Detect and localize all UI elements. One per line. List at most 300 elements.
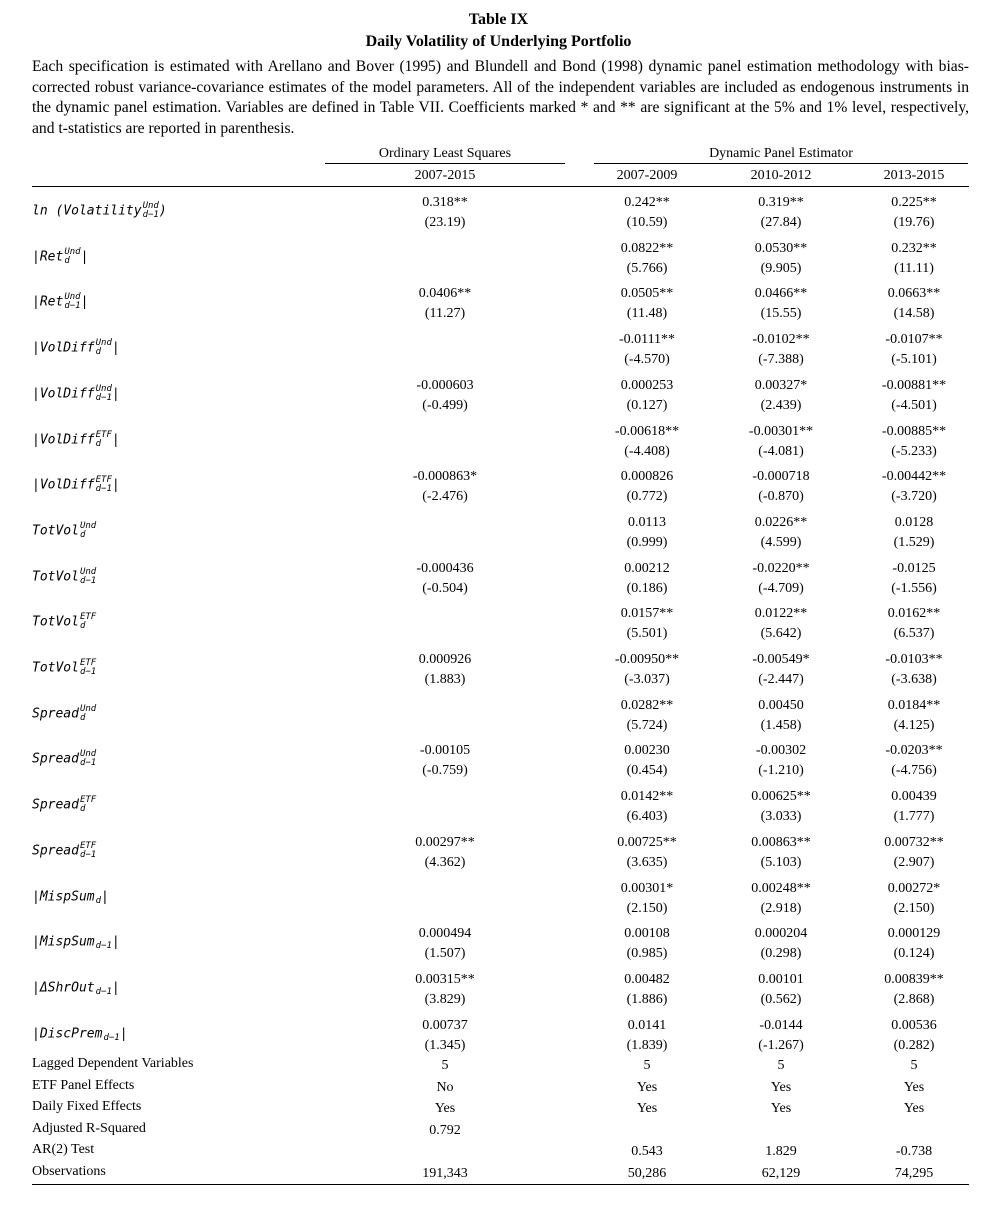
label-superscript: ETF [79, 795, 97, 805]
t-statistic: (-4.501) [891, 398, 937, 413]
t-statistic: (6.403) [626, 809, 668, 824]
footer-value: Yes [434, 1101, 456, 1116]
t-statistic: (2.439) [760, 398, 802, 413]
t-statistic: (-5.101) [891, 352, 937, 367]
row-label [32, 202, 167, 220]
t-statistic: (9.905) [760, 261, 802, 276]
coefficient-value: 0.00248** [751, 881, 811, 896]
label-base: |Ret [32, 249, 64, 265]
t-statistic: (3.033) [760, 809, 802, 824]
row-label [32, 933, 120, 951]
coefficient-value: -0.0102** [752, 332, 810, 347]
coefficient-value: 0.00839** [884, 972, 944, 987]
t-statistic: (0.186) [626, 581, 668, 596]
label-superscript: Und [79, 704, 97, 714]
label-scripts [103, 1025, 119, 1043]
coefficient-value: 0.0226** [754, 515, 808, 530]
coefficient-cell [582, 467, 712, 507]
label-scripts [80, 613, 96, 631]
row-label [32, 522, 96, 540]
coefficient-cell [849, 741, 979, 781]
coefficient-value: 0.00863** [751, 835, 811, 850]
t-statistic: (5.501) [626, 626, 668, 641]
t-statistic: (4.599) [760, 535, 802, 550]
label-superscript: Und [79, 567, 97, 577]
coefficient-value: -0.0107** [885, 332, 943, 347]
coefficient-cell [716, 741, 846, 781]
coefficient-value: 0.0122** [754, 606, 808, 621]
t-statistic: (5.642) [760, 626, 802, 641]
label-close: | [119, 1026, 128, 1042]
table-title: Daily Volatility of Underlying Portfolio [365, 33, 632, 50]
t-statistic: (0.999) [626, 535, 668, 550]
footer-value: Yes [903, 1080, 925, 1095]
coefficient-cell [582, 193, 712, 233]
coefficient-cell [849, 239, 979, 279]
t-statistic: (1.777) [893, 809, 935, 824]
coefficient-value: 0.00482 [624, 972, 670, 987]
footer-value: Yes [770, 1101, 792, 1116]
header-dpe-rule [594, 163, 968, 164]
footer-label: AR(2) Test [32, 1142, 95, 1157]
coefficient-value: -0.000436 [416, 561, 474, 576]
t-statistic: (5.766) [626, 261, 668, 276]
label-base: TotVol [32, 660, 79, 676]
t-statistic: (11.27) [424, 306, 466, 321]
label-superscript: ETF [79, 612, 97, 622]
label-base: Spread [32, 797, 79, 813]
label-superscript: Und [79, 749, 97, 759]
header-dpe: Dynamic Panel Estimator [709, 146, 853, 161]
coefficient-cell [582, 833, 712, 873]
coefficient-cell [716, 513, 846, 553]
footer-label: Observations [32, 1164, 106, 1179]
coefficient-cell [849, 1016, 979, 1056]
coefficient-cell [582, 376, 712, 416]
coefficient-cell [716, 833, 846, 873]
label-scripts [80, 568, 96, 586]
label-subscript: d−1 [79, 667, 97, 677]
label-subscript: d [79, 713, 86, 723]
t-statistic: (-4.570) [624, 352, 670, 367]
t-statistic: (23.19) [424, 215, 466, 230]
coefficient-value: -0.000603 [416, 378, 474, 393]
footer-value: 0.792 [429, 1123, 461, 1138]
label-base: TotVol [32, 569, 79, 585]
coefficient-cell [582, 787, 712, 827]
label-subscript: d−1 [95, 484, 112, 494]
row-label [32, 750, 96, 768]
coefficient-value: 0.0184** [887, 698, 941, 713]
label-scripts [96, 339, 112, 357]
footer-value: Yes [770, 1080, 792, 1095]
t-statistic: (27.84) [760, 215, 802, 230]
label-scripts [80, 796, 96, 814]
t-statistic: (1.529) [893, 535, 935, 550]
coefficient-cell [582, 239, 712, 279]
coefficient-value: 0.0157** [620, 606, 674, 621]
t-statistic: (0.772) [626, 489, 668, 504]
t-statistic: (0.124) [893, 946, 935, 961]
t-statistic: (3.635) [626, 855, 668, 870]
t-statistic: (11.11) [894, 261, 934, 276]
coefficient-cell [849, 879, 979, 919]
coefficient-cell [716, 376, 846, 416]
label-base: |VolDiff [32, 340, 95, 356]
table-caption: Each specification is estimated with Arellano and Bover (1995) and Blundell and Bond (1998) dynamic panel estimation methodology with bias-corrected robust variance-covariance estimates of the model parameters. All of the independent variables are included as endogenous instruments in the dynamic panel estimation. Variables are defined in Table VII. Coefficients marked * and ** are significant at the 5% and 1% level, respectively, and t-statistics are reported in parenthesis. [32, 58, 969, 137]
footer-value: 5 [441, 1058, 449, 1073]
t-statistic: (15.55) [760, 306, 802, 321]
coefficient-value: -0.000718 [752, 469, 810, 484]
coefficient-cell [716, 1016, 846, 1056]
coefficient-value: -0.0103** [885, 652, 943, 667]
label-scripts [96, 431, 112, 449]
label-close: | [111, 934, 120, 950]
label-subscript: d−1 [103, 1033, 120, 1043]
label-scripts [80, 750, 96, 768]
coefficient-value: 0.0141 [627, 1018, 667, 1033]
label-close: | [111, 386, 120, 402]
coefficient-value: 0.00108 [624, 926, 670, 941]
coefficient-value: 0.00212 [624, 561, 670, 576]
coefficient-cell [849, 559, 979, 599]
label-subscript: d [95, 439, 102, 449]
label-subscript: d−1 [142, 210, 159, 220]
row-label [32, 979, 120, 997]
footer-label: Adjusted R-Squared [32, 1121, 146, 1136]
t-statistic: (3.829) [424, 992, 466, 1007]
coefficient-value: 0.000129 [887, 926, 941, 941]
t-statistic: (4.125) [893, 718, 935, 733]
label-base: |ΔShrOut [32, 980, 95, 996]
coefficient-cell [380, 376, 510, 416]
t-statistic: (-3.638) [891, 672, 937, 687]
label-superscript: ETF [79, 658, 97, 668]
label-scripts [80, 705, 96, 723]
coefficient-cell [716, 239, 846, 279]
coefficient-value: 0.0113 [628, 515, 666, 530]
coefficient-value: -0.00442** [881, 469, 947, 484]
label-close: | [111, 340, 120, 356]
coefficient-cell [849, 193, 979, 233]
label-subscript: d−1 [79, 576, 97, 586]
footer-value: 0.543 [631, 1144, 663, 1159]
footer-value: No [436, 1080, 454, 1095]
row-label [32, 293, 88, 311]
coefficient-value: 0.000253 [620, 378, 674, 393]
coefficient-cell [716, 879, 846, 919]
coefficient-cell [582, 970, 712, 1010]
coefficient-cell [716, 650, 846, 690]
coefficient-cell [849, 467, 979, 507]
label-base: Spread [32, 843, 79, 859]
coefficient-cell [582, 650, 712, 690]
t-statistic: (2.918) [760, 901, 802, 916]
coefficient-cell [582, 1016, 712, 1056]
coefficient-value: 0.0505** [620, 286, 674, 301]
label-subscript: d [79, 621, 86, 631]
coefficient-value: -0.00881** [881, 378, 947, 393]
row-label [32, 339, 120, 357]
label-scripts [96, 933, 112, 951]
label-subscript: d [79, 530, 86, 540]
header-bottom-rule [32, 186, 969, 187]
label-superscript: Und [79, 521, 97, 531]
coefficient-cell [380, 741, 510, 781]
coefficient-value: 0.00439 [891, 789, 937, 804]
coefficient-value: 0.225** [891, 195, 937, 210]
row-label [32, 431, 120, 449]
footer-value: 5 [643, 1058, 651, 1073]
t-statistic: (-4.709) [758, 581, 804, 596]
coefficient-value: -0.0203** [885, 743, 943, 758]
coefficient-value: -0.0144 [759, 1018, 803, 1033]
t-statistic: (-1.210) [758, 763, 804, 778]
coefficient-cell [849, 330, 979, 370]
header-ols: Ordinary Least Squares [378, 146, 512, 161]
period-header: 2007-2015 [414, 168, 476, 183]
label-base: TotVol [32, 523, 79, 539]
t-statistic: (0.298) [760, 946, 802, 961]
t-statistic: (10.59) [626, 215, 668, 230]
t-statistic: (-1.556) [891, 581, 937, 596]
coefficient-cell [849, 513, 979, 553]
coefficient-value: 0.000494 [418, 926, 472, 941]
coefficient-value: 0.00272* [887, 881, 941, 896]
coefficient-value: 0.0128 [894, 515, 934, 530]
coefficient-value: -0.00549* [752, 652, 810, 667]
coefficient-value: -0.00302 [755, 743, 807, 758]
coefficient-cell [582, 741, 712, 781]
coefficient-value: 0.00737 [422, 1018, 468, 1033]
row-label [32, 842, 96, 860]
label-superscript: ETF [95, 430, 112, 440]
coefficient-cell [380, 193, 510, 233]
coefficient-value: 0.319** [758, 195, 804, 210]
t-statistic: (-0.870) [758, 489, 804, 504]
table-bottom-rule [32, 1184, 969, 1185]
coefficient-cell [716, 193, 846, 233]
t-statistic: (0.127) [626, 398, 668, 413]
coefficient-value: 0.00536 [891, 1018, 937, 1033]
footer-value: 62,129 [761, 1166, 801, 1181]
coefficient-cell [582, 422, 712, 462]
table-number: Table IX [468, 11, 529, 28]
label-superscript: Und [142, 201, 159, 211]
label-close: | [80, 249, 89, 265]
coefficient-value: -0.0220** [752, 561, 810, 576]
coefficient-value: 0.318** [422, 195, 468, 210]
t-statistic: (0.282) [893, 1038, 935, 1053]
coefficient-value: 0.0162** [887, 606, 941, 621]
coefficient-cell [716, 787, 846, 827]
coefficient-cell [582, 330, 712, 370]
coefficient-cell [849, 924, 979, 964]
row-label [32, 705, 96, 723]
coefficient-cell [582, 924, 712, 964]
label-subscript: d−1 [79, 850, 97, 860]
footer-label: Daily Fixed Effects [32, 1099, 142, 1114]
t-statistic: (1.458) [760, 718, 802, 733]
label-scripts [96, 979, 112, 997]
coefficient-value: -0.0111** [618, 332, 676, 347]
t-statistic: (5.103) [760, 855, 802, 870]
row-label [32, 476, 120, 494]
coefficient-cell [582, 879, 712, 919]
coefficient-cell [582, 696, 712, 736]
coefficient-value: 0.0663** [887, 286, 941, 301]
t-statistic: (1.507) [424, 946, 466, 961]
coefficient-cell [380, 833, 510, 873]
coefficient-cell [380, 924, 510, 964]
label-subscript: d [95, 347, 102, 357]
t-statistic: (19.76) [893, 215, 935, 230]
label-subscript: d−1 [95, 393, 112, 403]
coefficient-value: 0.0530** [754, 241, 808, 256]
footer-value: 5 [910, 1058, 918, 1073]
footer-value: Yes [636, 1080, 658, 1095]
t-statistic: (2.150) [893, 901, 935, 916]
footer-value: 50,286 [627, 1166, 667, 1181]
t-statistic: (11.48) [626, 306, 668, 321]
label-superscript: ETF [95, 475, 112, 485]
label-close: | [111, 980, 120, 996]
coefficient-cell [849, 970, 979, 1010]
label-close: | [101, 889, 109, 905]
label-close: | [111, 477, 120, 493]
coefficient-cell [849, 422, 979, 462]
coefficient-cell [849, 284, 979, 324]
coefficient-value: -0.000863* [412, 469, 478, 484]
row-label [32, 659, 96, 677]
label-superscript: ETF [79, 841, 97, 851]
coefficient-cell [582, 604, 712, 644]
coefficient-value: 0.00101 [758, 972, 804, 987]
label-scripts [143, 202, 159, 220]
t-statistic: (0.454) [626, 763, 668, 778]
coefficient-value: 0.00732** [884, 835, 944, 850]
label-scripts [80, 842, 96, 860]
label-superscript: Und [95, 338, 112, 348]
coefficient-value: 0.000826 [620, 469, 674, 484]
coefficient-cell [716, 924, 846, 964]
label-scripts [64, 248, 80, 266]
label-superscript: Und [95, 384, 112, 394]
coefficient-cell [849, 696, 979, 736]
t-statistic: (-5.233) [891, 444, 937, 459]
coefficient-cell [716, 604, 846, 644]
label-subscript: d−1 [95, 987, 112, 997]
t-statistic: (2.150) [626, 901, 668, 916]
t-statistic: (6.537) [893, 626, 935, 641]
footer-value: Yes [903, 1101, 925, 1116]
label-superscript: Und [64, 247, 81, 257]
label-base: |DiscPrem [32, 1026, 103, 1042]
t-statistic: (2.868) [893, 992, 935, 1007]
footer-value: 74,295 [894, 1166, 934, 1181]
label-base: Spread [32, 706, 79, 722]
t-statistic: (0.562) [760, 992, 802, 1007]
coefficient-cell [582, 284, 712, 324]
coefficient-value: 0.0822** [620, 241, 674, 256]
t-statistic: (1.345) [424, 1038, 466, 1053]
coefficient-value: 0.00301* [620, 881, 674, 896]
label-scripts [64, 293, 80, 311]
coefficient-cell [716, 559, 846, 599]
row-label [32, 1025, 128, 1043]
label-scripts [96, 385, 112, 403]
coefficient-cell [849, 833, 979, 873]
coefficient-value: 0.00315** [415, 972, 475, 987]
t-statistic: (-1.267) [758, 1038, 804, 1053]
label-subscript: d [95, 896, 102, 906]
coefficient-value: 0.00625** [751, 789, 811, 804]
label-base: |MispSum [32, 934, 95, 950]
coefficient-cell [380, 1016, 510, 1056]
coefficient-value: 0.0282** [620, 698, 674, 713]
coefficient-value: -0.00301** [748, 424, 814, 439]
label-subscript: d [79, 804, 86, 814]
coefficient-value: 0.00450 [758, 698, 804, 713]
coefficient-value: 0.00230 [624, 743, 670, 758]
t-statistic: (-2.476) [422, 489, 468, 504]
t-statistic: (0.985) [626, 946, 668, 961]
footer-value: 191,343 [422, 1166, 468, 1181]
label-base: Spread [32, 751, 79, 767]
t-statistic: (-4.756) [891, 763, 937, 778]
t-statistic: (-7.388) [758, 352, 804, 367]
label-base: |MispSum [32, 889, 95, 905]
coefficient-cell [380, 970, 510, 1010]
coefficient-cell [849, 376, 979, 416]
coefficient-cell [582, 559, 712, 599]
coefficient-value: 0.232** [891, 241, 937, 256]
coefficient-value: 0.000204 [754, 926, 808, 941]
coefficient-value: 0.242** [624, 195, 670, 210]
footer-value: Yes [636, 1101, 658, 1116]
row-label [32, 613, 96, 631]
header-ols-rule [325, 163, 565, 164]
coefficient-value: 0.0406** [418, 286, 472, 301]
coefficient-value: -0.00105 [419, 743, 471, 758]
footer-label: Lagged Dependent Variables [32, 1056, 194, 1071]
t-statistic: (14.58) [893, 306, 935, 321]
period-header: 2007-2009 [616, 168, 678, 183]
label-base: |Ret [32, 294, 64, 310]
t-statistic: (-0.759) [422, 763, 468, 778]
coefficient-cell [380, 559, 510, 599]
t-statistic: (-4.081) [758, 444, 804, 459]
t-statistic: (-3.720) [891, 489, 937, 504]
coefficient-cell [716, 422, 846, 462]
footer-value: 1.829 [765, 1144, 797, 1159]
t-statistic: (1.883) [424, 672, 466, 687]
footer-value: -0.738 [895, 1144, 933, 1159]
coefficient-cell [380, 650, 510, 690]
coefficient-value: 0.00297** [415, 835, 475, 850]
label-subscript: d−1 [64, 301, 81, 311]
coefficient-cell [582, 513, 712, 553]
label-base: |VolDiff [32, 432, 95, 448]
t-statistic: (1.839) [626, 1038, 668, 1053]
label-base: |VolDiff [32, 386, 95, 402]
label-subscript: d−1 [95, 941, 112, 951]
label-close: ) [158, 203, 167, 219]
coefficient-value: 0.00327* [754, 378, 808, 393]
coefficient-cell [716, 284, 846, 324]
t-statistic: (-4.408) [624, 444, 670, 459]
t-statistic: (-3.037) [624, 672, 670, 687]
